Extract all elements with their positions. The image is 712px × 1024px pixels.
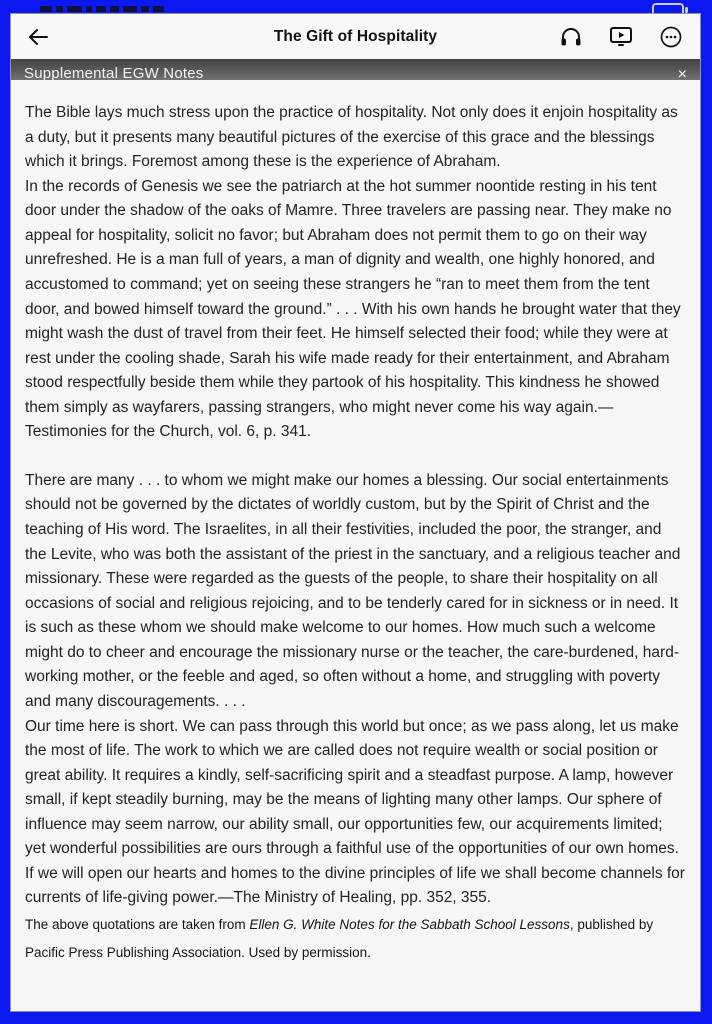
video-button[interactable] <box>608 24 634 50</box>
attribution-source-title: Ellen G. White Notes for the Sabbath School Lessons <box>249 917 570 932</box>
app-window <box>10 13 701 1012</box>
note-paragraph <box>25 469 687 911</box>
paragraph-segment: In the records of Genesis we see the patriarch at the hot summer noontide resting in his tent door under the shadow of the oaks of Mamre. Three travelers are passing near. They make no appeal for hospitality, solicit no favor; but Abraham does not permit them to go on their way unrefreshed. He is a man full of years, a man of dignity and wealth, one highly honored, and accustomed to command; yet on seeing these strangers he “ran to meet them from the tent door, and bowed himself toward the ground.” . . . With his own hands he brought water that they might wash the dust of travel from their feet. He himself selected their food; while they were at rest under the cooling shade, Sarah his wife made ready for their entertainment, and Abraham stood respectfully beside them while they partook of his hospitality. This kindness he showed them simply as wayfarers, passing strangers, who might never come his way again.—Testimonies for the Church, vol. 6, p. 341. <box>25 177 681 441</box>
paragraph-segment: Our time here is short. We can pass through this world but once; as we pass along, let us make the most of life. The work to which we are called does not require wealth or social position or great ability. It requires a kindly, self-sacrificing spirit and a steadfast purpose. A lamp, however small, if kept steadily burning, may be the means of lighting many other lamps. Our sphere of influence may seem narrow, our ability small, our opportunities few, our acquirements limited; yet wonderful possibilities are ours through a faithful use of the opportunities of our own homes. If we will open our hearts and homes to the divine principles of life we shall become channels for currents of life-giving power.—The Ministry of Healing, pp. 352, 355. <box>25 717 685 907</box>
paragraph-segment: The Bible lays much stress upon the practice of hospitality. Not only does it enjoin hospitality as a duty, but it presents many beautiful pictures of the exercise of this grace and the blessings which it brings. Foremost among these is the experience of Abraham. <box>25 104 678 171</box>
attribution-note <box>25 911 687 966</box>
video-play-icon <box>609 26 633 47</box>
more-options-button[interactable] <box>658 24 684 50</box>
window-titlebar-remnant <box>40 2 164 12</box>
headphones-icon <box>560 27 582 47</box>
notes-content[interactable] <box>11 80 700 996</box>
paragraph-segment: There are many . . . to whom we might make our homes a blessing. Our social entertainments should not be governed by the dictates of worldly custom, but by the Spirit of Christ and the teaching of His word. The Israelites, in all their festivities, included the poor, the stranger, and the Levite, who was both the assistant of the priest in the sanctuary, and a religious teacher and missionary. These were regarded as the guests of the people, to share their hospitality on all occasions of social and religious rejoicing, and to be tenderly cared for in sickness or in need. It is such as these whom we should make welcome to our homes. How much such a welcome might do to cheer and encourage the missionary nurse or the teacher, the care-burdened, hard-working mother, or the feeble and aged, so often without a home, and struggling with poverty and many discouragements. . . . <box>25 471 681 710</box>
back-arrow-icon <box>27 28 49 46</box>
egw-notes-panel-header <box>11 59 700 80</box>
ellipsis-icon <box>660 26 682 48</box>
audio-button[interactable] <box>558 24 584 50</box>
top-app-bar <box>11 14 700 59</box>
back-button[interactable] <box>27 23 55 51</box>
notes-panel-title: Supplemental EGW Notes <box>24 65 204 80</box>
note-paragraph <box>25 101 687 445</box>
close-button[interactable]: × <box>678 67 687 80</box>
attribution-prefix: The above quotations are taken from <box>25 917 250 932</box>
appbar-actions <box>558 24 684 50</box>
attribution-suffix: , published by Pacific Press Publishing Association. Used by permission. <box>25 917 654 960</box>
page-title: The Gift of Hospitality <box>273 27 438 45</box>
